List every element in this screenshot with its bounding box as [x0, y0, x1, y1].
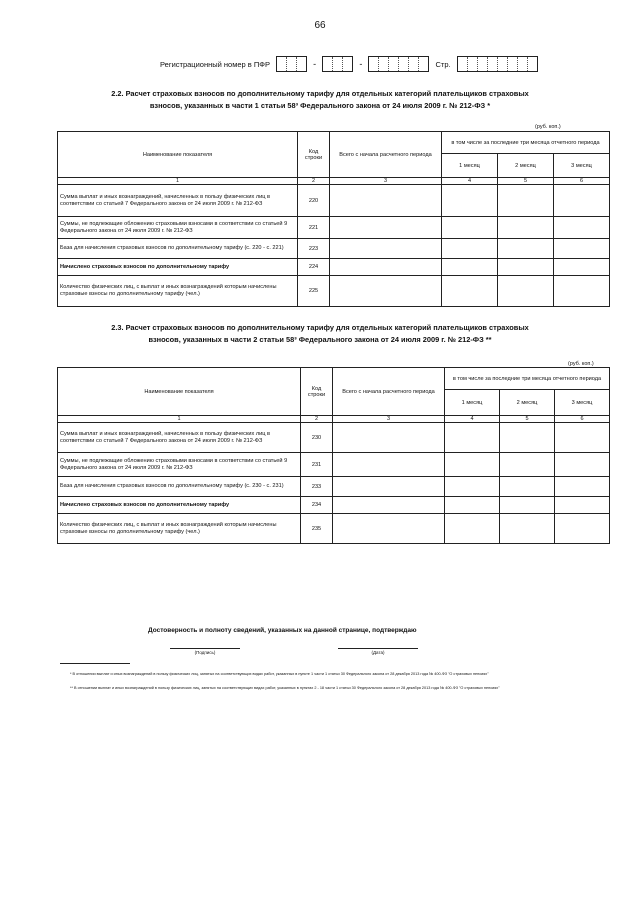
table-row	[58, 423, 610, 453]
header-total: Всего с начала расчетного периода	[330, 132, 442, 178]
dash: -	[359, 59, 363, 69]
indicator-name: Начислено страховых взносов по дополнительному тарифу	[58, 259, 298, 276]
section-2-3-title: 2.3. Расчет страховых взносов по дополнительному тарифу для отдельных категорий плательщиков страховых взносов, указанных в части 2 статьи 58³ Федерального закона от 24 июля 2009 г. № 212-ФЗ **	[111, 323, 529, 344]
row-code: 231	[301, 453, 333, 477]
col-num-6: 6	[555, 416, 610, 423]
registration-line	[160, 56, 538, 72]
footnote-1: * В отношении выплат и иных вознаграждений в пользу физических лиц, занятых на соответствующих видах работ, указанных в пункте 1 части 1 статьи 30 Федерального закона от 28 декабря 2013 года № 400-ФЗ "О страховых пенсиях"	[70, 672, 489, 676]
table-row	[58, 276, 610, 307]
col-num-2: 2	[298, 178, 330, 185]
value-cell-month-1[interactable]	[442, 259, 498, 276]
dash: -	[313, 59, 317, 69]
value-cell-month-1[interactable]	[445, 497, 500, 514]
col-num-5: 5	[498, 178, 554, 185]
indicator-name: База для начисления страховых взносов по дополнительному тарифу (с. 220 - с. 221)	[58, 239, 298, 259]
indicator-name: Суммы, не подлежащие обложению страховыми взносами в соответствии со статьей 9 Федерального закона от 24 июля 2009 г. № 212-ФЗ	[58, 453, 301, 477]
value-cell-month-3[interactable]	[554, 239, 610, 259]
date-caption: (Дата)	[338, 648, 418, 655]
value-cell-month-3[interactable]	[554, 259, 610, 276]
col-num-3: 3	[330, 178, 442, 185]
value-cell-total[interactable]	[333, 497, 445, 514]
value-cell-month-2[interactable]	[498, 276, 554, 307]
page-label: Стр.	[435, 59, 451, 69]
header-last3: в том числе за последние три месяца отчетного периода	[445, 368, 610, 390]
row-code: 224	[298, 259, 330, 276]
header-month-1: 1 месяц	[442, 154, 498, 178]
value-cell-month-1[interactable]	[445, 423, 500, 453]
indicator-name: Начислено страховых взносов по дополнительному тарифу	[58, 497, 301, 514]
value-cell-month-3[interactable]	[555, 477, 610, 497]
table-row	[58, 477, 610, 497]
reg-number-part-2[interactable]	[322, 56, 353, 72]
value-cell-month-3[interactable]	[555, 514, 610, 544]
value-cell-total[interactable]	[333, 423, 445, 453]
table-row	[58, 239, 610, 259]
unit-label-1: (руб. коп.)	[535, 124, 561, 130]
value-cell-total[interactable]	[333, 453, 445, 477]
value-cell-total[interactable]	[330, 217, 442, 239]
value-cell-month-1[interactable]	[445, 514, 500, 544]
header-total: Всего с начала расчетного периода	[333, 368, 445, 416]
value-cell-month-1[interactable]	[442, 239, 498, 259]
table-row	[58, 217, 610, 239]
table-row	[58, 497, 610, 514]
row-code: 230	[301, 423, 333, 453]
header-name: Наименование показателя	[58, 368, 301, 416]
value-cell-total[interactable]	[330, 239, 442, 259]
row-code: 221	[298, 217, 330, 239]
value-cell-month-1[interactable]	[442, 185, 498, 217]
col-num-2: 2	[301, 416, 333, 423]
value-cell-month-3[interactable]	[555, 423, 610, 453]
value-cell-total[interactable]	[330, 276, 442, 307]
col-num-3: 3	[333, 416, 445, 423]
value-cell-month-1[interactable]	[442, 217, 498, 239]
value-cell-total[interactable]	[333, 514, 445, 544]
value-cell-month-1[interactable]	[445, 453, 500, 477]
registration-label: Регистрационный номер в ПФР	[160, 59, 270, 69]
value-cell-month-2[interactable]	[500, 514, 555, 544]
value-cell-month-3[interactable]	[554, 185, 610, 217]
col-num-5: 5	[500, 416, 555, 423]
value-cell-month-1[interactable]	[445, 477, 500, 497]
value-cell-month-2[interactable]	[498, 185, 554, 217]
header-month-3: 3 месяц	[555, 390, 610, 416]
indicator-name: База для начисления страховых взносов по дополнительному тарифу (с. 230 - с. 231)	[58, 477, 301, 497]
table-row	[58, 259, 610, 276]
value-cell-month-3[interactable]	[554, 276, 610, 307]
value-cell-month-2[interactable]	[498, 239, 554, 259]
value-cell-month-3[interactable]	[555, 497, 610, 514]
indicator-name: Сумма выплат и иных вознаграждений, начисленных в пользу физических лиц в соответствии со статьей 7 Федерального закона от 24 июля 2009 г. № 212-ФЗ	[58, 185, 298, 217]
section-2-2-table	[57, 131, 610, 307]
value-cell-month-2[interactable]	[500, 497, 555, 514]
row-code: 233	[301, 477, 333, 497]
header-last3: в том числе за последние три месяца отчетного периода	[442, 132, 610, 154]
header-month-1: 1 месяц	[445, 390, 500, 416]
header-month-2: 2 месяц	[500, 390, 555, 416]
value-cell-total[interactable]	[333, 477, 445, 497]
value-cell-month-3[interactable]	[555, 453, 610, 477]
header-month-3: 3 месяц	[554, 154, 610, 178]
value-cell-month-2[interactable]	[500, 477, 555, 497]
row-code: 234	[301, 497, 333, 514]
indicator-name: Количество физических лиц, с выплат и иных вознаграждений которым начислены страховые взносы по дополнительному тарифу (чел.)	[58, 514, 301, 544]
indicator-name: Суммы, не подлежащие обложению страховыми взносами в соответствии со статьей 9 Федерального закона от 24 июля 2009 г. № 212-ФЗ	[58, 217, 298, 239]
value-cell-month-2[interactable]	[498, 217, 554, 239]
reg-number-part-1[interactable]	[276, 56, 307, 72]
header-name: Наименование показателя	[58, 132, 298, 178]
row-code: 223	[298, 239, 330, 259]
footnote-2: ** В отношении выплат и иных вознаграждений в пользу физических лиц, занятых на соответствующих видах работ, указанных в пунктах 2 - 18 части 1 статьи 30 Федерального закона от 28 декабря 2013 года № 400-ФЗ "О страховых пенсиях"	[70, 686, 500, 690]
value-cell-month-3[interactable]	[554, 217, 610, 239]
footnote-divider	[60, 663, 130, 664]
page-number-cells[interactable]	[457, 56, 538, 72]
reg-number-part-3[interactable]	[368, 56, 429, 72]
col-num-6: 6	[554, 178, 610, 185]
indicator-name: Количество физических лиц, с выплат и иных вознаграждений которым начислены страховые взносы по дополнительному тарифу (чел.)	[58, 276, 298, 307]
col-num-1: 1	[58, 416, 301, 423]
value-cell-month-1[interactable]	[442, 276, 498, 307]
value-cell-total[interactable]	[330, 259, 442, 276]
header-code: Код строки	[298, 132, 330, 178]
table-row	[58, 185, 610, 217]
row-code: 235	[301, 514, 333, 544]
col-num-4: 4	[445, 416, 500, 423]
confirmation-text: Достоверность и полноту сведений, указанных на данной странице, подтверждаю	[148, 627, 417, 634]
unit-label-2: (руб. коп.)	[568, 361, 594, 367]
signature-caption: (Подпись)	[170, 648, 240, 655]
col-num-4: 4	[442, 178, 498, 185]
value-cell-month-2[interactable]	[500, 423, 555, 453]
header-month-2: 2 месяц	[498, 154, 554, 178]
value-cell-total[interactable]	[330, 185, 442, 217]
value-cell-month-2[interactable]	[498, 259, 554, 276]
section-2-2-title: 2.2. Расчет страховых взносов по дополнительному тарифу для отдельных категорий плательщиков страховых взносов, указанных в части 1 статьи 58³ Федерального закона от 24 июля 2009 г. № 212-ФЗ *	[111, 89, 529, 110]
table-row	[58, 514, 610, 544]
col-num-1: 1	[58, 178, 298, 185]
page-number: 66	[314, 20, 326, 31]
row-code: 220	[298, 185, 330, 217]
indicator-name: Сумма выплат и иных вознаграждений, начисленных в пользу физических лиц в соответствии со статьей 7 Федерального закона от 24 июля 2009 г. № 212-ФЗ	[58, 423, 301, 453]
section-2-3-table	[57, 367, 610, 544]
table-row	[58, 453, 610, 477]
value-cell-month-2[interactable]	[500, 453, 555, 477]
row-code: 225	[298, 276, 330, 307]
header-code: Код строки	[301, 368, 333, 416]
